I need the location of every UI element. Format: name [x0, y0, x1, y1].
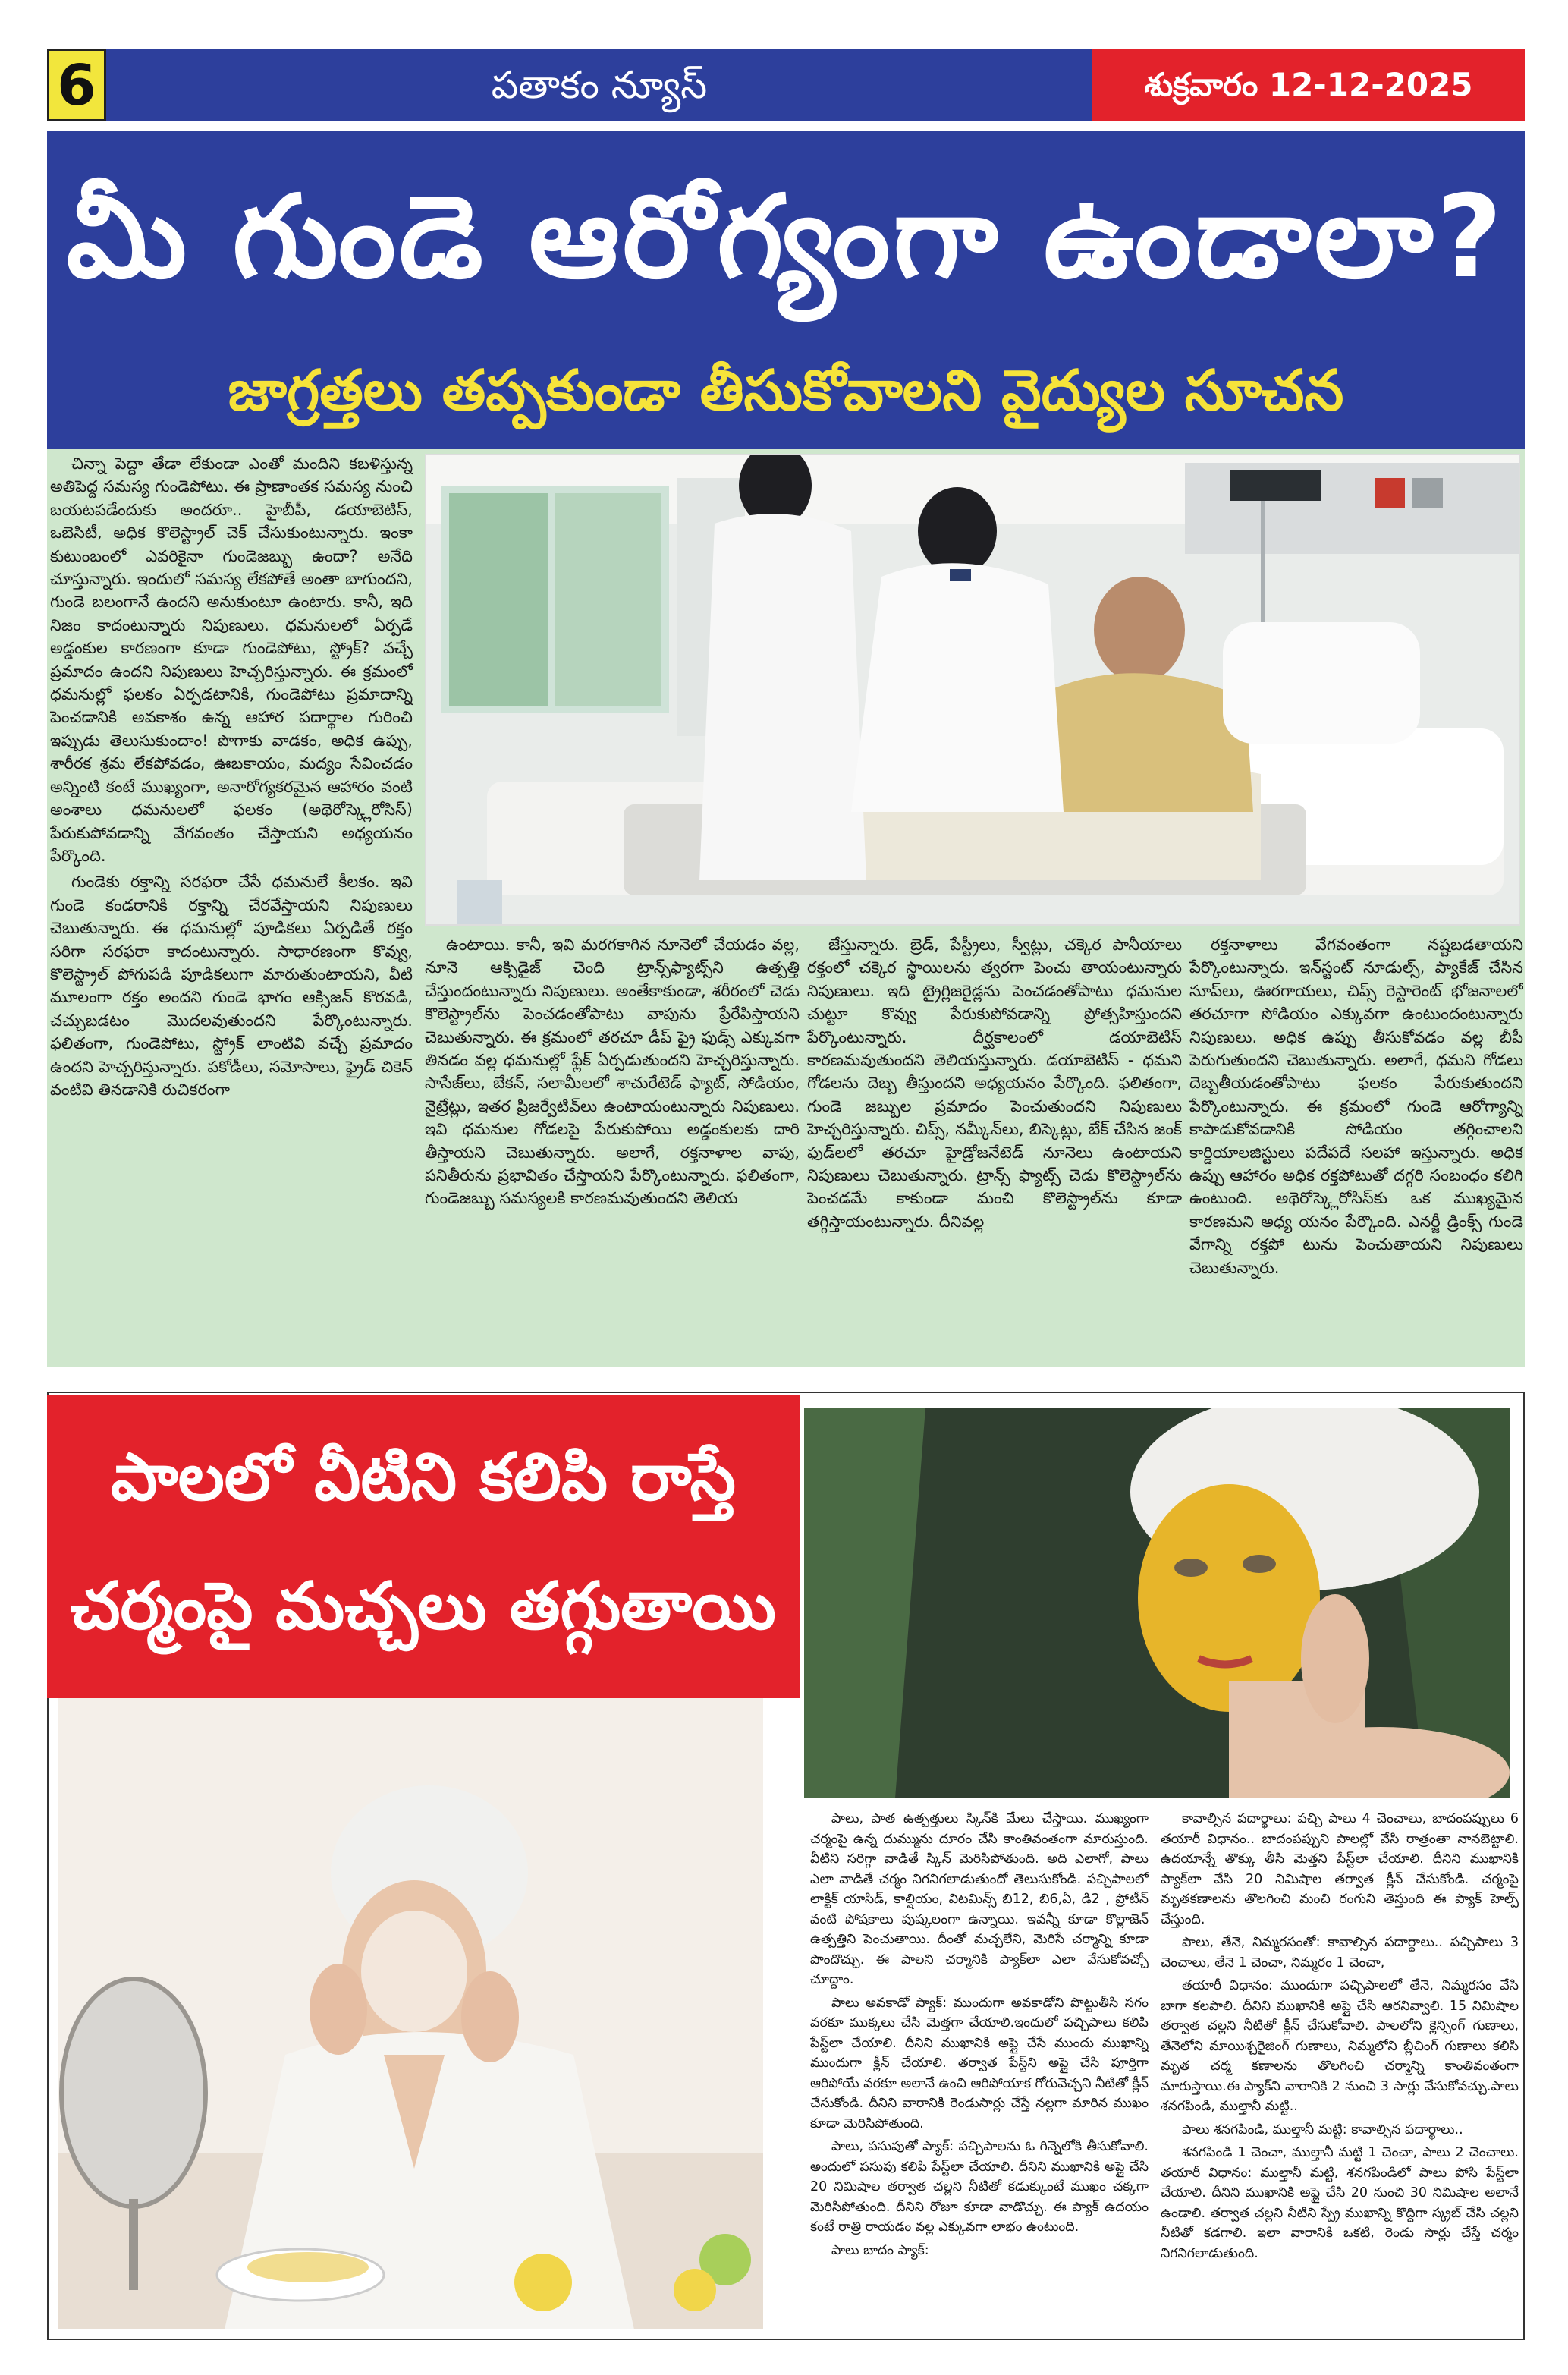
article1-paragraph: రక్తనాళాలు వేగవంతంగా నష్టబడతాయని పేర్కొంటున్నారు. ఇన్‌స్టంట్ నూడుల్స్, ప్యాకేజ్ చేసిన సూప్‌లు, ఊరగాయలు, చిప్స్ రెస్టారెంట్ భోజనాలలో తరచూగా సోడియం ఎక్కువగా ఉంటుందంటున్నారు నిపుణులు. అధిక ఉప్పు తీసుకోవడం వల్ల బీపీ పెరుగుతుందని చెబుతున్నారు. అలాగే, ధమని గోడలు దెబ్బతీయడంతోపాటు ఫలకం పేరుకుతుందని పేర్కొంటున్నారు. ఈ క్రమంలో గుండె ఆరోగ్యాన్ని కాపాడుకోవడానికి సోడియం తగ్గించాలని కార్డియాలజిస్టులు పదేపదే సలహా ఇస్తున్నారు. అధిక ఉప్పు ఆహారం అధిక రక్తపోటుతో దగ్గరి సంబంధం కలిగి ఉంటుంది. అథెరోస్క్లెరోసిస్‌కు ఒక ముఖ్యమైన కారణమని అధ్య యనం పేర్కొంది. ఎనర్జీ డ్రింక్స్ గుండె వేగాన్ని రక్తపో టును పెంచుతాయని నిపుణులు చెబుతున్నారు. [1189, 936, 1523, 1277]
newspaper-name: పతాకం న్యూస్ [491, 63, 708, 107]
article2-paragraph: పాలు బాదం ప్యాక్: [831, 2242, 929, 2258]
main-headline: మీ గుండె ఆరోగ్యంగా ఉండాలా? [66, 171, 1506, 304]
article2-paragraph: పాలు శనగపిండి, ముల్తానీ మట్టి: కావాల్సిన పదార్థాలు.. [1182, 2122, 1463, 2138]
article2-paragraph: శనగపిండి 1 చెంచా, ముల్తానీ మట్టి 1 చెంచా, పాలు 2 చెంచాలు. తయారీ విధానం: ముల్తానీ మట్టి, శనగపిండిలో పాలు పోసి పేస్ట్‌లా చేయాలి. దీనిని ముఖానికి అప్లై చేసి 20 నుంచి 30 నిమిషాల అలానే ఉండాలి. తర్వాత చల్లని నీటిని స్ప్రే ముఖాన్ని కొద్దిగా స్క్రబ్ చేసి చల్లని నీటితో కడగాలి. ఇలా వారానికి ఒకటి, రెండు సార్లు చేస్తే చర్మం నిగనిగలాడుతుంది. [1161, 2145, 1519, 2261]
article1-column-3 [807, 933, 1182, 1363]
article1-column-4 [1189, 933, 1523, 1363]
skincare-headline [47, 1413, 800, 1694]
article1-column-2 [425, 933, 800, 1363]
woman-towel-mirror-photo [58, 1698, 763, 2329]
article2-paragraph: పాలు, పసుపుతో ప్యాక్: పచ్చిపాలను ఓ గిన్నెలోకి తీసుకోవాలి. అందులో పసుపు కలిపి పేస్ట్‌లా చేయాలి. దీనిని ముఖానికి అప్లై చేసి 20 నిమిషాల తర్వాత చల్లని నీటితో కడుక్కుంటే ముఖం చక్కగా మెరిసిపోతుంది. దీనిని రోజూ కూడా వాడొచ్చు. ఈ ప్యాక్ ఉదయం కంటే రాత్రి రాయడం వల్ల ఎక్కువగా లాభం ఉంటుంది. [810, 2139, 1149, 2235]
hospital-illustration [426, 455, 1520, 926]
article2-paragraph: పాలు, తేనె, నిమ్మరసంతో: కావాల్సిన పదార్థాలు.. పచ్చిపాలు 3 చెంచాలు, తేనె 1 చెంచా, నిమ్మరం 1 చెంచా, [1161, 1935, 1519, 1971]
article2-paragraph: తయారీ విధానం: ముందుగా పచ్చిపాలలో తేనె, నిమ్మరసం వేసి బాగా కలపాలి. దీనిని ముఖానికి అప్లై చేసి ఆరనివ్వాలి. 15 నిమిషాల తర్వాత చల్లని నీటితో క్లీన్ చేసుకోవాలి. పాలలోని క్లెన్సింగ్ గుణాలు, తేనెలోని మాయిశ్చరైజింగ్ గుణాలు, నిమ్మలోని బ్లీచింగ్ గుణాలు కలిసి మృత చర్మ కణాలను తొలగించి చర్మాన్ని కాంతివంతంగా మారుస్తాయి.ఈ ప్యాక్‌ని వారానికి 2 నుంచి 3 సార్లు వేసుకోవచ్చు.పాలు శనగపిండి, ముల్తానీ మట్టి.. [1161, 1978, 1519, 2114]
sub-headline: జాగ్రత్తలు తప్పకుండా తీసుకోవాలని వైద్యుల సూచన [228, 358, 1344, 423]
hospital-doctor-patient-photo [425, 454, 1520, 926]
article1-paragraph: చిన్నా పెద్దా తేడా లేకుండా ఎంతో మందిని కబళిస్తున్న అతిపెద్ద సమస్య గుండెపోటు. ఈ ప్రాణాంతక సమస్య నుంచి బయటపడేందుకు అందరూ.. హైబీపీ, డయాబెటిస్, ఒబెసిటీ, అధిక కొలెస్ట్రాల్ చెక్ చేసుకుంటున్నారు. ఇంకా కుటుంబంలో ఎవరికైనా గుండెజబ్బు ఉందా? అనేది చూస్తున్నారు. ఇందులో సమస్య లేకపోతే అంతా బాగుందని, గుండె బలంగానే ఉందని అనుకుంటూ ఉంటారు. కానీ, ఇది నిజం కాదంటున్నారు నిపుణులు. ధమనులలో ఏర్పడే అడ్డంకుల కారణంగా కూడా గుండెపోటు, స్ట్రోక్? వచ్చే ప్రమాదం ఉందని నిపుణులు హెచ్చరిస్తున్నారు. ఈ క్రమంలో ధమనుల్లో ఫలకం ఏర్పడటానికి, గుండెపోటు ప్రమాదాన్ని పెంచడానికి అవకాశం ఉన్న ఆహార పదార్థాల గురించి ఇప్పుడు తెలుసుకుందాం! పొగాకు వాడకం, అధిక ఉప్పు, శారీరక శ్రమ లేకపోవడం, ఊబకాయం, మద్యం సేవించడం అన్నింటి కంటే ముఖ్యంగా, అనారోగ్యకరమైన ఆహారం వంటి అంశాలు ధమనులలో ఫలకం (అథెరోస్క్లెరోసిస్) పేరుకుపోవడాన్ని వేగవంతం చేస్తాయని అధ్యయనం పేర్కొంది. [50, 455, 413, 865]
article1-paragraph: గుండెకు రక్తాన్ని సరఫరా చేసే ధమనులే కీలకం. ఇవి గుండె కండరానికి రక్తాన్ని చేరవేస్తాయని నిపుణులు చెబుతున్నారు. ఈ ధమనుల్లో పూడికలు ఏర్పడితే రక్తం సరిగా సరఫరా కాదంటున్నారు. సాధారణంగా కొవ్వు, కొలెస్ట్రాల్ పోగుపడి పూడికలుగా మారుతుంటాయని, వీటి మూలంగా రక్తం అందని గుండె భాగం ఆక్సిజన్ కొరవడి, చచ్చుబడటం మొదలవుతుందని పేర్కొంటున్నారు. ఫలితంగా, గుండెపోటు, స్ట్రోక్ లాంటివి వచ్చే ప్రమాదం ఉందని హెచ్చరిస్తున్నారు. పకోడీలు, సమోసాలు, ఫ్రైడ్ చికెన్ వంటివి తినడానికి రుచికరంగా [50, 873, 413, 1099]
issue-date: శుక్రవారం 12-12-2025 [1092, 49, 1525, 121]
article2-column-2 [1161, 1809, 1519, 2333]
article1-paragraph: ఉంటాయి. కానీ, ఇవి మరగకాగిన నూనెలో చేయడం వల్ల, నూనె ఆక్సిడైజ్ చెంది ట్రాన్స్‌ఫ్యాట్స్‌ని ఉత్పత్తి చేస్తుందంటున్నారు నిపుణులు. అంతేకాకుండా, శరీరంలో చెడు కొలెస్ట్రాల్‌ను పెంచడంతోపాటు వాపును ప్రేరేపిస్తాయని చెబుతున్నారు. ఈ క్రమంలో తరచూ డీప్ ఫ్రై ఫుడ్స్ ఎక్కువగా తినడం వల్ల ధమనుల్లో ఫ్లేక్ ఏర్పడుతుందని హెచ్చరిస్తున్నారు. సాసేజ్‌లు, బేకన్, సలామీలలో శాచురేటెడ్ ఫ్యాట్, సోడియం, నైట్రేట్లు, ఇతర ప్రిజర్వేటివ్‌లు ఉంటాయంటున్నారు నిపుణులు. ఇవి ధమనుల గోడలపై పేరుకుపోయి అడ్డంకులకు దారి తీస్తాయని చెబుతున్నారు. అలాగే, రక్తనాళాల వాపు, పనితీరును ప్రభావితం చేస్తాయని పేర్కొంటున్నారు. ఫలితంగా, గుండెజబ్బు సమస్యలకి కారణమవుతుందని తెలియ [425, 936, 800, 1208]
article1-column-1 [50, 452, 413, 1363]
woman-turmeric-mask-photo [804, 1408, 1510, 1798]
skincare-illustration-1 [58, 1698, 763, 2329]
article2-paragraph: పాలు, పాత ఉత్పత్తులు స్కిన్‌కి మేలు చేస్తాయి. ముఖ్యంగా చర్మంపై ఉన్న దుమ్మును దూరం చేసి కాంతివంతంగా మారుస్తుంది. వీటిని సరిగ్గా వాడితే స్కిన్ మెరిసిపోతుంది. అది ఎలాగో, పాలు ఎలా వాడితే చర్మం నిగనిగలాడుతుందో తెలుసుకోండి. పచ్చిపాలలో లాక్టిక్ యాసిడ్, కాల్షియం, విటమిన్స్ బి12, బి6,ఏ, డి2 , ప్రోటీన్ వంటి పోషకాలు పుష్కలంగా ఉన్నాయి. ఇవన్నీ కూడా కొల్లాజెన్ ఉత్పత్తిని పెంచుతాయి. దీంతో మచ్చలేని, మెరిసే చర్మాన్ని కూడా పొందొచ్చు. ఈ పాలని చర్మానికి ప్యాక్‌లా ఎలా వేసుకోవచ్చో చూద్దాం. [810, 1811, 1149, 1987]
skincare-headline-line-1: పాలలో వీటిని కలిపి రాస్తే [111, 1439, 736, 1515]
skincare-illustration-2 [804, 1408, 1510, 1798]
article2-paragraph: పాలు అవకాడో ప్యాక్: ముందుగా అవకాడోని పొట్టుతీసి సగం వరకూ ముక్కలు చేసి మెత్తగా చేయాలి.ఇందులో పచ్చిపాలు కలిపి పేస్ట్‌లా చేయాలి. దీనిని ముఖానికి అప్లై చేసే ముందు ముఖాన్ని ముందుగా క్లీన్ చేయాలి. తర్వాత పేస్ట్‌ని అప్లై చేసి పూర్తిగా ఆరిపోయే వరకూ అలానే ఉంచి ఆరిపోయాక గోరువెచ్చని నీటితో క్లీన్ చేసుకోండి. దీనిని వారానికి రెండుసార్లు చేస్తే నల్లగా మారిన ముఖం కూడా మెరిసిపోతుంది. [810, 1995, 1149, 2131]
article2-paragraph: కావాల్సిన పదార్థాలు: పచ్చి పాలు 4 చెంచాలు, బాదంపప్పులు 6 తయారీ విధానం.. బాదంపప్పుని పాలల్లో వేసి రాత్రంతా నానబెట్టాలి. ఉదయాన్నే తొక్కు తీసి మెత్తని పేస్ట్‌లా చేయాలి. దీనిని ముఖానికి ప్యాక్‌లా వేసి 20 నిమిషాల తర్వాత క్లీన్ చేసుకోండి. చర్మంపై మృతకణాలను తొలగించి మంచి రంగుని తెస్తుంది ఈ ప్యాక్ హెల్ప్ చేస్తుంది. [1161, 1811, 1519, 1927]
article1-paragraph: జేస్తున్నారు. బ్రెడ్, పేస్ట్రీలు, స్వీట్లు, చక్కెర పానీయాలు రక్తంలో చక్కెర స్థాయిలను త్వరగా పెంచు తాయంటున్నారు నిపుణులు. ఇది ట్రైగ్లిజరైడ్లను పెంచడంతోపాటు ధమనుల చుట్టూ కొవ్వు పేరుకుపోవడాన్ని ప్రోత్సహిస్తుందని పేర్కొంటున్నారు. దీర్ఘకాలంలో డయాబెటిస్ కారణమవుతుందని తెలియస్తున్నారు. డయాబెటిస్ - ధమని గోడలను దెబ్బ తీస్తుందని అధ్యయనం పేర్కొంది. ఫలితంగా, గుండె జబ్బుల ప్రమాదం పెంచుతుందని నిపుణులు హెచ్చరిస్తున్నారు. చిప్స్, నమ్కీన్‌లు, బిస్కెట్లు, బేక్ చేసిన జంక్ ఫుడ్‌లలో తరచూ హైడ్రోజనేటెడ్ నూనెలు ఉంటాయని నిపుణులు చెబుతున్నారు. ట్రాన్స్ ఫ్యాట్స్ చెడు కొలెస్ట్రాల్‌ను పెంచడమే కాకుండా మంచి కొలెస్ట్రాల్‌ను కూడా తగ్గిస్తాయంటున్నారు. దీనివల్ల [807, 936, 1182, 1231]
skincare-headline-line-2: చర్మంపై మచ్చలు తగ్గుతాయి [71, 1568, 776, 1644]
page-number: 6 [47, 49, 106, 121]
article2-column-1 [810, 1809, 1149, 2333]
